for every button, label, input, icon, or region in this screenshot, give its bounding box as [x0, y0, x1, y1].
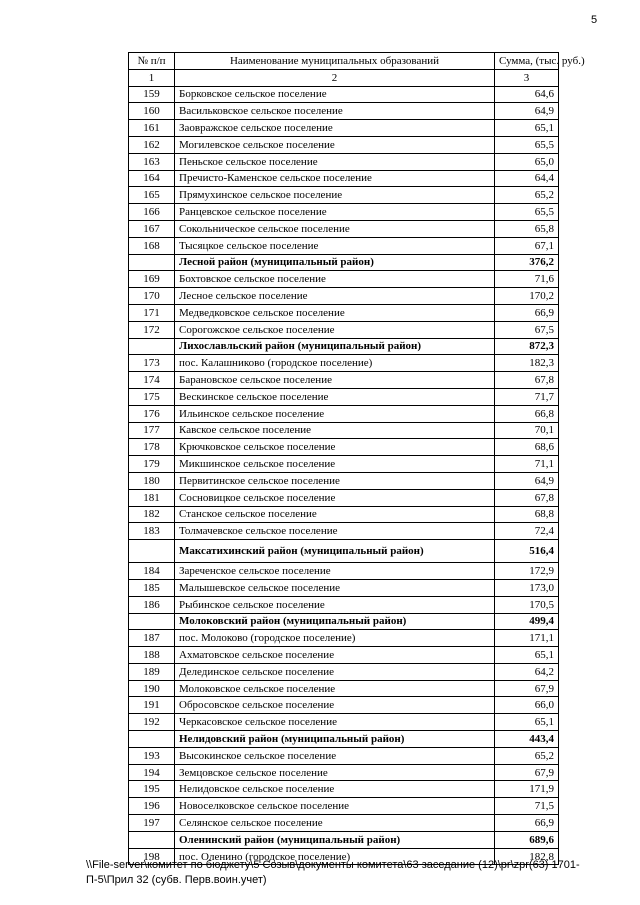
- row-sum: 376,2: [495, 254, 559, 271]
- row-sum: 71,7: [495, 388, 559, 405]
- row-number: 165: [129, 187, 175, 204]
- row-name: Земцовское сельское поселение: [175, 764, 495, 781]
- column-index: 3: [495, 69, 559, 86]
- row-name: Пеньское сельское поселение: [175, 153, 495, 170]
- row-sum: 71,1: [495, 456, 559, 473]
- row-sum: 71,5: [495, 798, 559, 815]
- row-name: Прямухинское сельское поселение: [175, 187, 495, 204]
- table-row: [129, 563, 559, 580]
- row-name: Барановское сельское поселение: [175, 372, 495, 389]
- row-number: [129, 540, 175, 563]
- row-number: 166: [129, 204, 175, 221]
- row-name: Лесное сельское поселение: [175, 288, 495, 305]
- row-sum: 66,9: [495, 815, 559, 832]
- header-sum: Сумма, (тыс. руб.): [495, 53, 559, 70]
- row-number: 178: [129, 439, 175, 456]
- row-name: Васильковское сельское поселение: [175, 103, 495, 120]
- row-name: Новоселковское сельское поселение: [175, 798, 495, 815]
- row-number: 185: [129, 579, 175, 596]
- table-row: [129, 523, 559, 540]
- row-number: [129, 613, 175, 630]
- row-number: 182: [129, 506, 175, 523]
- row-number: 169: [129, 271, 175, 288]
- row-sum: 443,4: [495, 731, 559, 748]
- row-number: 190: [129, 680, 175, 697]
- row-number: [129, 731, 175, 748]
- table-row: [129, 798, 559, 815]
- row-number: 179: [129, 456, 175, 473]
- header-number: № п/п: [129, 53, 175, 70]
- row-sum: 182,3: [495, 355, 559, 372]
- row-number: 196: [129, 798, 175, 815]
- row-number: 160: [129, 103, 175, 120]
- table-row: [129, 388, 559, 405]
- row-sum: 66,8: [495, 405, 559, 422]
- row-sum: 64,9: [495, 472, 559, 489]
- row-number: 194: [129, 764, 175, 781]
- district-total-row: [129, 831, 559, 848]
- row-name: Сокольническое сельское поселение: [175, 220, 495, 237]
- district-total-row: [129, 613, 559, 630]
- table-row: [129, 815, 559, 832]
- row-sum: 499,4: [495, 613, 559, 630]
- row-sum: 65,1: [495, 647, 559, 664]
- row-sum: 64,6: [495, 86, 559, 103]
- row-sum: 67,1: [495, 237, 559, 254]
- table-row: [129, 170, 559, 187]
- row-number: 186: [129, 596, 175, 613]
- row-name: Первитинское сельское поселение: [175, 472, 495, 489]
- row-number: 191: [129, 697, 175, 714]
- row-name: Нелидовское сельское поселение: [175, 781, 495, 798]
- row-sum: 516,4: [495, 540, 559, 563]
- page-number: 5: [591, 14, 598, 26]
- row-name: Молоковский район (муниципальный район): [175, 613, 495, 630]
- row-number: 161: [129, 120, 175, 137]
- row-sum: 173,0: [495, 579, 559, 596]
- row-number: 180: [129, 472, 175, 489]
- row-sum: 171,9: [495, 781, 559, 798]
- row-name: Ранцевское сельское поселение: [175, 204, 495, 221]
- district-total-row: [129, 254, 559, 271]
- table-row: [129, 747, 559, 764]
- row-number: 176: [129, 405, 175, 422]
- row-number: 192: [129, 714, 175, 731]
- row-number: 181: [129, 489, 175, 506]
- row-name: Нелидовский район (муниципальный район): [175, 731, 495, 748]
- table-row: [129, 220, 559, 237]
- row-sum: 689,6: [495, 831, 559, 848]
- row-name: Рыбинское сельское поселение: [175, 596, 495, 613]
- table-row: [129, 422, 559, 439]
- table-row: [129, 630, 559, 647]
- row-number: 198: [129, 848, 175, 865]
- row-sum: 67,5: [495, 321, 559, 338]
- row-name: Микшинское сельское поселение: [175, 456, 495, 473]
- row-number: 162: [129, 136, 175, 153]
- row-name: Борковское сельское поселение: [175, 86, 495, 103]
- table-row: [129, 663, 559, 680]
- row-sum: 64,9: [495, 103, 559, 120]
- table-row: [129, 489, 559, 506]
- row-sum: 182,8: [495, 848, 559, 865]
- table-row: [129, 596, 559, 613]
- row-number: [129, 254, 175, 271]
- row-name: Бохтовское сельское поселение: [175, 271, 495, 288]
- row-sum: 872,3: [495, 338, 559, 355]
- table-row: [129, 506, 559, 523]
- row-number: [129, 831, 175, 848]
- row-number: 187: [129, 630, 175, 647]
- table-row: [129, 764, 559, 781]
- municipal-funding-table: [128, 52, 585, 865]
- row-sum: 67,9: [495, 680, 559, 697]
- row-name: Черкасовское сельское поселение: [175, 714, 495, 731]
- table-row: [129, 647, 559, 664]
- table-row: [129, 271, 559, 288]
- row-number: 172: [129, 321, 175, 338]
- row-sum: 67,8: [495, 372, 559, 389]
- row-number: 188: [129, 647, 175, 664]
- row-name: Делединское сельское поселение: [175, 663, 495, 680]
- file-path-footer: \\File-server\комитет по бюджету\5 Созыв\документы комитета\63 заседание (12)\pr\zpr(63) 1701-П-5\Прил 32 (субв. Перв.воин.учет): [86, 859, 580, 886]
- column-index: 1: [129, 69, 175, 86]
- row-sum: 64,2: [495, 663, 559, 680]
- row-number: 163: [129, 153, 175, 170]
- row-number: 197: [129, 815, 175, 832]
- table-row: [129, 680, 559, 697]
- row-number: [129, 338, 175, 355]
- row-name: Вескинское сельское поселение: [175, 388, 495, 405]
- table-row: [129, 321, 559, 338]
- row-number: 171: [129, 304, 175, 321]
- row-name: пос. Оленино (городское поселение): [175, 848, 495, 865]
- table-row: [129, 136, 559, 153]
- row-name: Пречисто-Каменское сельское поселение: [175, 170, 495, 187]
- row-number: 168: [129, 237, 175, 254]
- row-sum: 65,8: [495, 220, 559, 237]
- row-sum: 65,5: [495, 204, 559, 221]
- row-name: Сосновицкое сельское поселение: [175, 489, 495, 506]
- row-name: Максатихинский район (муниципальный район): [175, 540, 495, 563]
- row-number: 184: [129, 563, 175, 580]
- table-row: [129, 372, 559, 389]
- row-name: Лесной район (муниципальный район): [175, 254, 495, 271]
- table-row: [129, 355, 559, 372]
- header-name: Наименование муниципальных образований: [175, 53, 495, 70]
- row-number: 159: [129, 86, 175, 103]
- row-sum: 67,9: [495, 764, 559, 781]
- table-row: [129, 304, 559, 321]
- row-sum: 65,2: [495, 747, 559, 764]
- row-name: Толмачевское сельское поселение: [175, 523, 495, 540]
- row-name: Лихославльский район (муниципальный район): [175, 338, 495, 355]
- table-row: [129, 103, 559, 120]
- row-sum: 66,0: [495, 697, 559, 714]
- row-sum: 66,9: [495, 304, 559, 321]
- row-sum: 67,8: [495, 489, 559, 506]
- table-row: [129, 472, 559, 489]
- row-sum: 70,1: [495, 422, 559, 439]
- row-name: пос. Молоково (городское поселение): [175, 630, 495, 647]
- row-number: 189: [129, 663, 175, 680]
- row-name: Высокинское сельское поселение: [175, 747, 495, 764]
- table-row: [129, 153, 559, 170]
- row-sum: 170,5: [495, 596, 559, 613]
- row-sum: 68,8: [495, 506, 559, 523]
- row-number: 173: [129, 355, 175, 372]
- row-sum: 64,4: [495, 170, 559, 187]
- row-sum: 171,1: [495, 630, 559, 647]
- table-row: [129, 456, 559, 473]
- row-name: Заовражское сельское поселение: [175, 120, 495, 137]
- table-row: [129, 579, 559, 596]
- row-number: 183: [129, 523, 175, 540]
- row-sum: 65,0: [495, 153, 559, 170]
- table-row: [129, 288, 559, 305]
- table-row: [129, 237, 559, 254]
- row-name: Крючковское сельское поселение: [175, 439, 495, 456]
- table-row: [129, 697, 559, 714]
- row-name: Молоковское сельское поселение: [175, 680, 495, 697]
- table-row: [129, 405, 559, 422]
- district-total-row: [129, 731, 559, 748]
- row-name: Кавское сельское поселение: [175, 422, 495, 439]
- row-number: 177: [129, 422, 175, 439]
- district-total-row: [129, 338, 559, 355]
- row-sum: 170,2: [495, 288, 559, 305]
- column-index-row: [129, 69, 559, 86]
- row-name: Оленинский район (муниципальный район): [175, 831, 495, 848]
- table-row: [129, 86, 559, 103]
- row-number: 175: [129, 388, 175, 405]
- table-row: [129, 439, 559, 456]
- row-name: Обросовское сельское поселение: [175, 697, 495, 714]
- row-number: 174: [129, 372, 175, 389]
- table-row: [129, 120, 559, 137]
- row-name: Селянское сельское поселение: [175, 815, 495, 832]
- row-name: Могилевское сельское поселение: [175, 136, 495, 153]
- row-sum: 172,9: [495, 563, 559, 580]
- row-name: Ахматовское сельское поселение: [175, 647, 495, 664]
- row-sum: 68,6: [495, 439, 559, 456]
- table-row: [129, 204, 559, 221]
- row-number: 195: [129, 781, 175, 798]
- table-header-row: [129, 53, 559, 70]
- row-name: Малышевское сельское поселение: [175, 579, 495, 596]
- district-total-row: [129, 540, 559, 563]
- row-name: пос. Калашниково (городское поселение): [175, 355, 495, 372]
- row-name: Медведковское сельское поселение: [175, 304, 495, 321]
- row-number: 193: [129, 747, 175, 764]
- table-row: [129, 187, 559, 204]
- row-sum: 65,5: [495, 136, 559, 153]
- column-index: 2: [175, 69, 495, 86]
- row-sum: 65,1: [495, 120, 559, 137]
- row-sum: 65,2: [495, 187, 559, 204]
- row-number: 170: [129, 288, 175, 305]
- row-number: 164: [129, 170, 175, 187]
- table-row: [129, 781, 559, 798]
- row-name: Сорогожское сельское поселение: [175, 321, 495, 338]
- row-sum: 65,1: [495, 714, 559, 731]
- table-row: [129, 714, 559, 731]
- row-sum: 72,4: [495, 523, 559, 540]
- row-number: 167: [129, 220, 175, 237]
- row-name: Тысяцкое сельское поселение: [175, 237, 495, 254]
- row-name: Станское сельское поселение: [175, 506, 495, 523]
- row-name: Зареченское сельское поселение: [175, 563, 495, 580]
- row-sum: 71,6: [495, 271, 559, 288]
- row-name: Ильинское сельское поселение: [175, 405, 495, 422]
